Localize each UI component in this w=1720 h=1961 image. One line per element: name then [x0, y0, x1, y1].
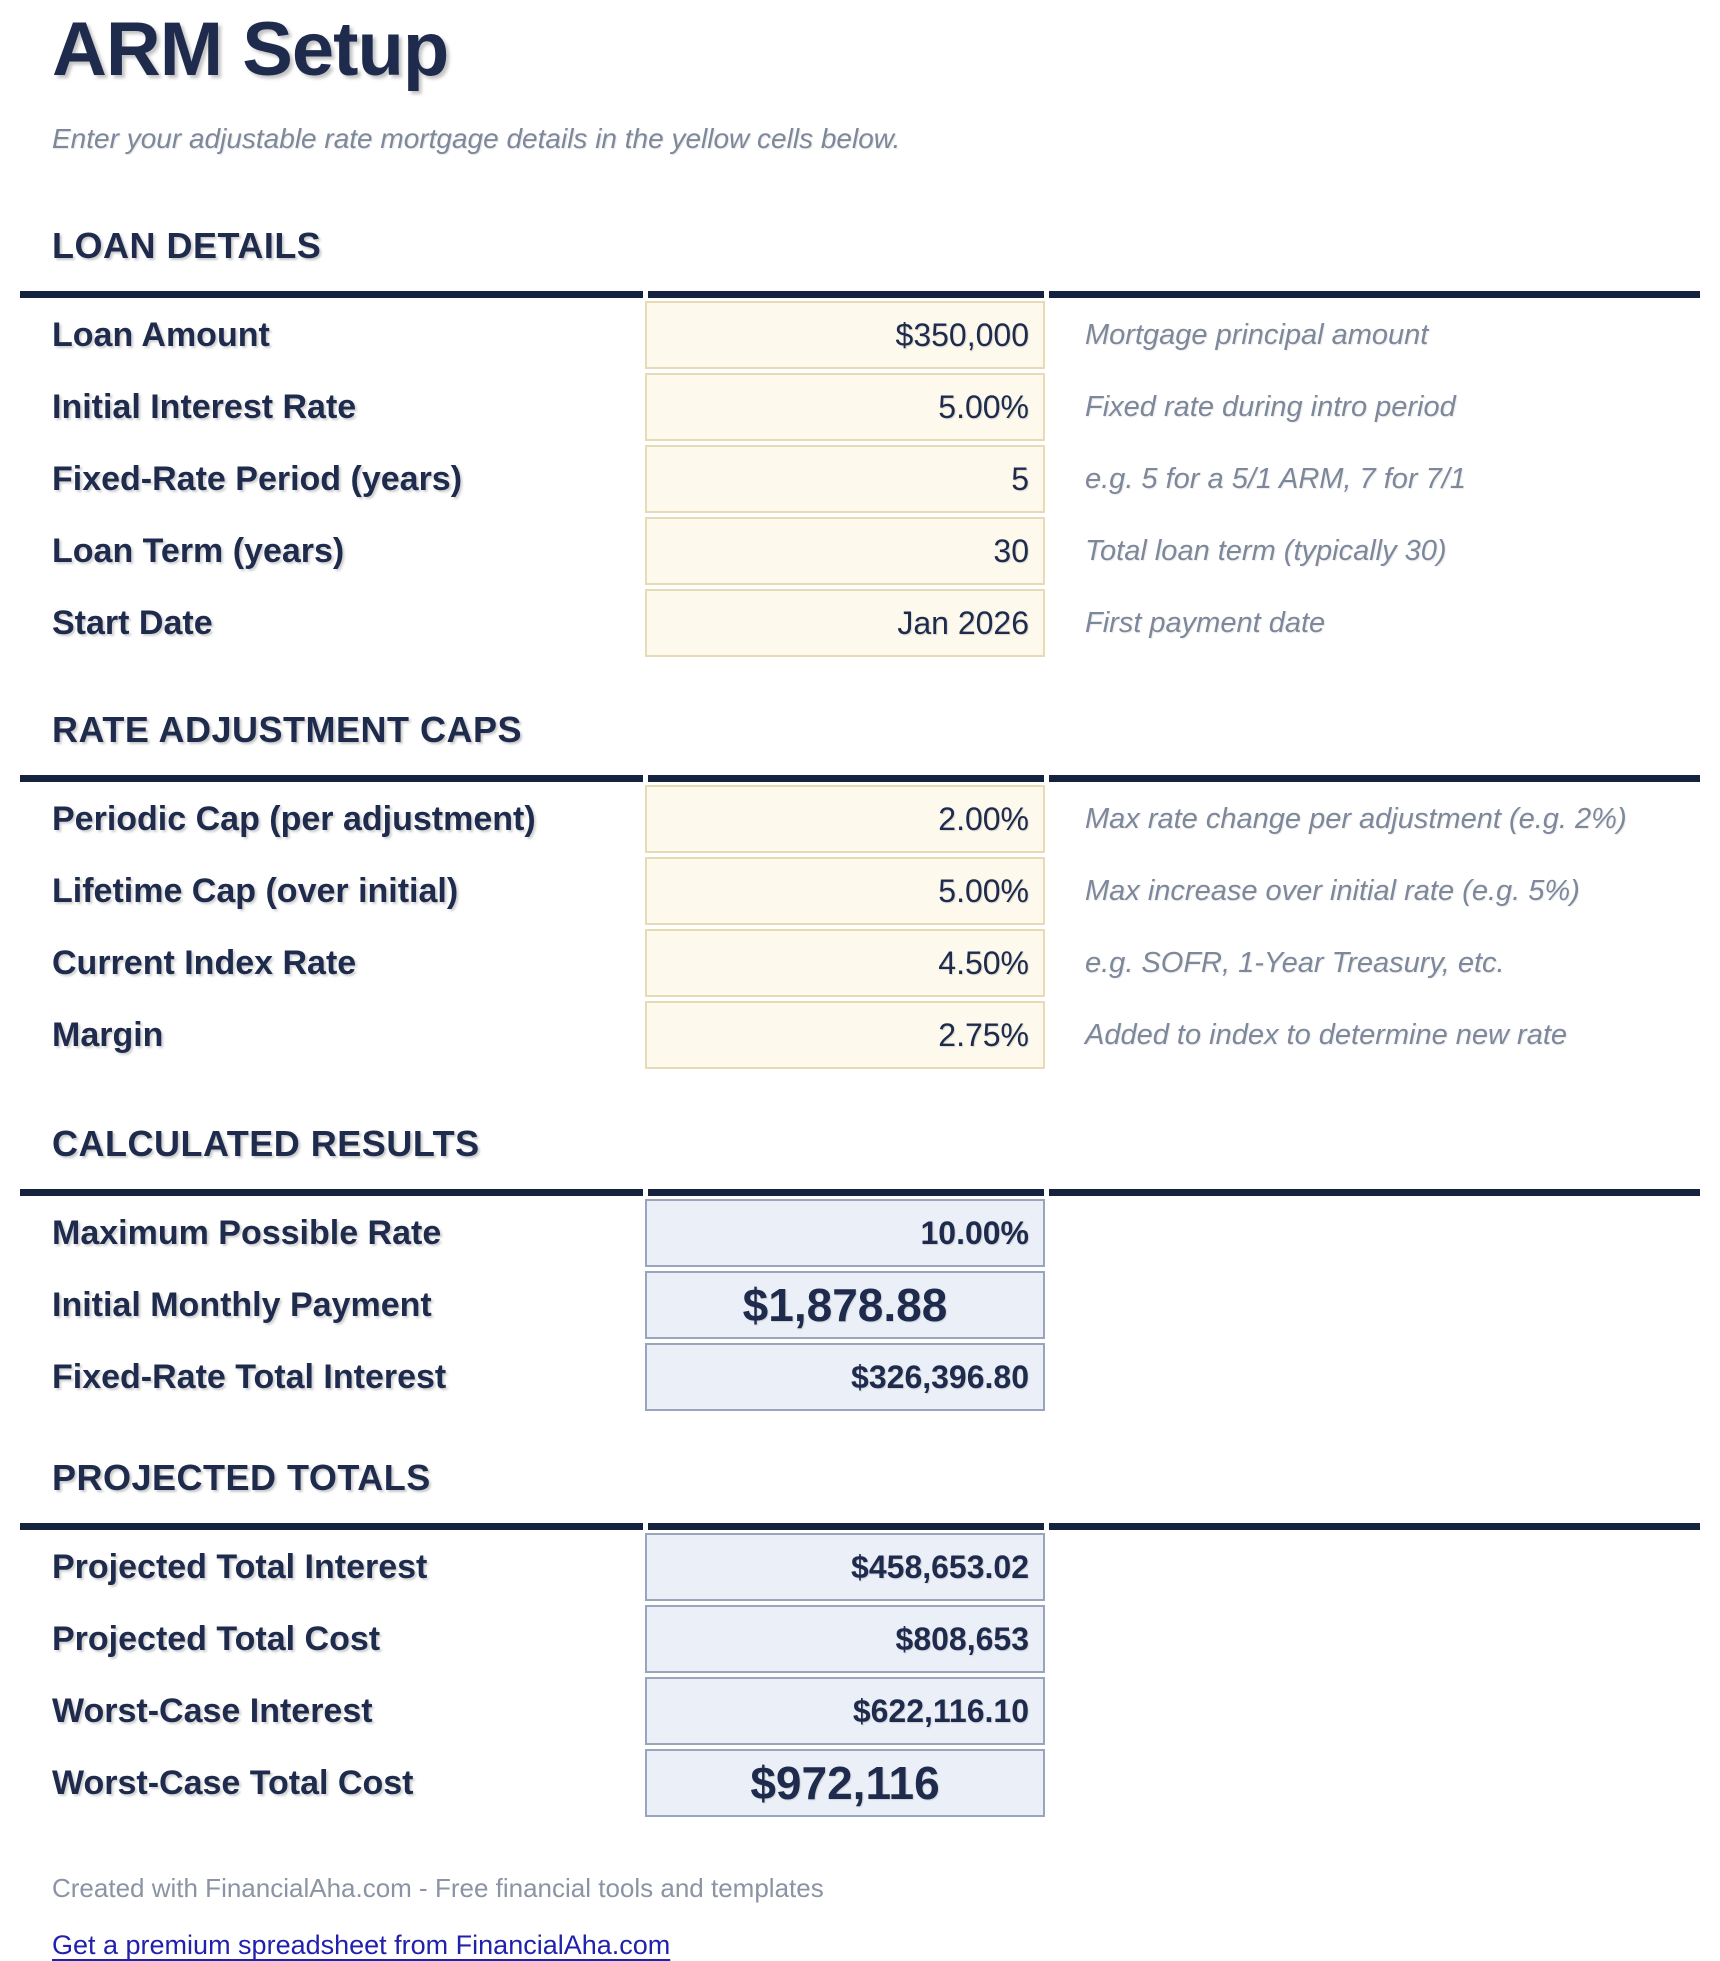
value-cell[interactable]: 2.75% [645, 1001, 1045, 1069]
table-row [52, 445, 1668, 513]
row-description: Fixed rate during intro period [1085, 390, 1456, 423]
table-row [52, 1001, 1668, 1069]
value-cell[interactable]: 30 [645, 517, 1045, 585]
row-description: e.g. SOFR, 1-Year Treasury, etc. [1085, 946, 1505, 979]
row-label: Projected Total Cost [52, 1619, 381, 1658]
divider-segment [20, 291, 643, 298]
table-row [52, 517, 1668, 585]
row-label: Current Index Rate [52, 943, 357, 982]
row-description: First payment date [1085, 606, 1326, 639]
row-label: Projected Total Interest [52, 1547, 428, 1586]
table-row [52, 1749, 1668, 1817]
section-rows [52, 1199, 1668, 1411]
divider-segment [1049, 775, 1700, 782]
value-cell[interactable]: $350,000 [645, 301, 1045, 369]
divider-segment [648, 1523, 1044, 1530]
divider-segment [20, 775, 643, 782]
row-description [1085, 1533, 1668, 1601]
page-title: ARM Setup [52, 7, 449, 92]
section-divider [20, 291, 1700, 298]
row-description [1085, 1677, 1668, 1745]
section [52, 1457, 1668, 1817]
row-description [1085, 1605, 1668, 1673]
section [52, 1123, 1668, 1411]
section-divider [20, 1189, 1700, 1196]
divider-segment [20, 1523, 643, 1530]
row-description [1085, 1343, 1668, 1411]
value-cell: $808,653 [645, 1605, 1045, 1673]
value-cell[interactable]: Jan 2026 [645, 589, 1045, 657]
table-row [52, 1533, 1668, 1601]
table-row [52, 1271, 1668, 1339]
value-cell: 10.00% [645, 1199, 1045, 1267]
table-row [52, 929, 1668, 997]
value-cell: $1,878.88 [645, 1271, 1045, 1339]
value-cell: $972,116 [645, 1749, 1045, 1817]
value-cell[interactable]: 2.00% [645, 785, 1045, 853]
value-cell[interactable]: 5.00% [645, 373, 1045, 441]
premium-spreadsheet-link[interactable]: Get a premium spreadsheet from FinancialAha.com [52, 1930, 671, 1961]
table-row [52, 785, 1668, 853]
row-label: Periodic Cap (per adjustment) [52, 799, 536, 838]
divider-segment [1049, 1189, 1700, 1196]
row-label: Margin [52, 1015, 164, 1054]
row-label: Loan Term (years) [52, 531, 345, 570]
divider-segment [1049, 291, 1700, 298]
row-description [1085, 1749, 1668, 1817]
divider-segment [648, 291, 1044, 298]
table-row [52, 857, 1668, 925]
section [52, 225, 1668, 657]
row-description [1085, 1271, 1668, 1339]
divider-segment [20, 1189, 643, 1196]
footer-credit: Created with FinancialAha.com - Free financial tools and templates [52, 1873, 824, 1904]
row-label: Fixed-Rate Period (years) [52, 459, 463, 498]
row-label: Lifetime Cap (over initial) [52, 871, 459, 910]
section-heading: LOAN DETAILS [52, 225, 322, 267]
row-description: Mortgage principal amount [1085, 318, 1429, 351]
divider-segment [648, 775, 1044, 782]
value-cell[interactable]: 5.00% [645, 857, 1045, 925]
row-label: Loan Amount [52, 315, 270, 354]
section-rows [52, 785, 1668, 1069]
table-row [52, 1677, 1668, 1745]
table-row [52, 1605, 1668, 1673]
section [52, 709, 1668, 1069]
section-divider [20, 775, 1700, 782]
value-cell[interactable]: 5 [645, 445, 1045, 513]
table-row [52, 373, 1668, 441]
row-description: Max increase over initial rate (e.g. 5%) [1085, 874, 1580, 907]
divider-segment [648, 1189, 1044, 1196]
footer [52, 1873, 1668, 1961]
table-row [52, 1199, 1668, 1267]
page-subtitle: Enter your adjustable rate mortgage details in the yellow cells below. [52, 123, 901, 155]
row-label: Worst-Case Total Cost [52, 1763, 414, 1802]
row-description: Added to index to determine new rate [1085, 1018, 1568, 1051]
sections-container [52, 225, 1668, 1817]
section-rows [52, 301, 1668, 657]
section-heading: PROJECTED TOTALS [52, 1457, 431, 1499]
section-divider [20, 1523, 1700, 1530]
value-cell[interactable]: 4.50% [645, 929, 1045, 997]
section-heading: CALCULATED RESULTS [52, 1123, 480, 1165]
row-label: Maximum Possible Rate [52, 1213, 442, 1252]
section-rows [52, 1533, 1668, 1817]
value-cell: $326,396.80 [645, 1343, 1045, 1411]
table-row [52, 1343, 1668, 1411]
divider-segment [1049, 1523, 1700, 1530]
row-description: e.g. 5 for a 5/1 ARM, 7 for 7/1 [1085, 462, 1466, 495]
row-label: Initial Monthly Payment [52, 1285, 432, 1324]
row-label: Worst-Case Interest [52, 1691, 373, 1730]
value-cell: $458,653.02 [645, 1533, 1045, 1601]
row-description [1085, 1199, 1668, 1267]
value-cell: $622,116.10 [645, 1677, 1045, 1745]
row-label: Start Date [52, 603, 213, 642]
row-label: Initial Interest Rate [52, 387, 357, 426]
table-row [52, 301, 1668, 369]
row-description: Max rate change per adjustment (e.g. 2%) [1085, 802, 1627, 835]
row-label: Fixed-Rate Total Interest [52, 1357, 447, 1396]
section-heading: RATE ADJUSTMENT CAPS [52, 709, 523, 751]
table-row [52, 589, 1668, 657]
row-description: Total loan term (typically 30) [1085, 534, 1447, 567]
